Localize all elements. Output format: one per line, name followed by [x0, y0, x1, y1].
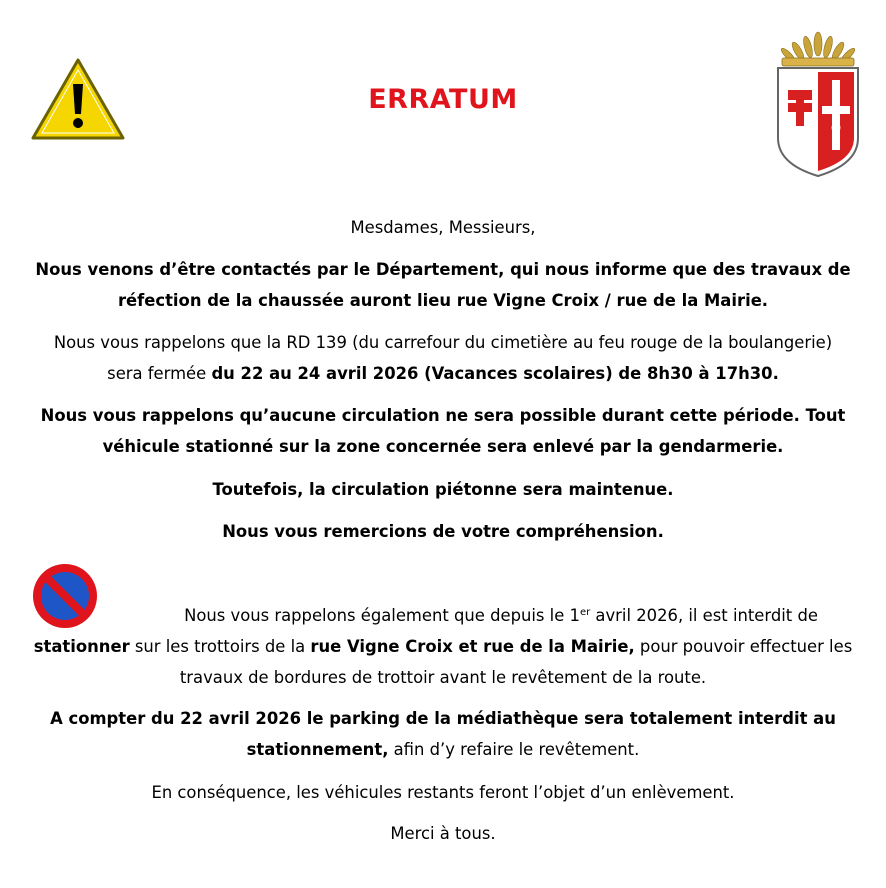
text-segment: avril 2026, il est interdit de — [590, 606, 818, 625]
text-segment: afin d’y refaire le revêtement. — [388, 740, 640, 759]
coat-of-arms-icon — [774, 28, 862, 180]
paragraph-no-traffic — [20, 400, 866, 462]
paragraph-line: Nous venons d’être contactés par le Département, qui nous informe que des travaux de — [35, 260, 851, 279]
closing-thanks: Merci à tous. — [390, 824, 496, 843]
paragraph-line: Nous vous rappelons qu’aucune circulation ne sera possible durant cette période. Tout — [40, 406, 846, 425]
closure-dates: du 22 au 24 avril 2026 (Vacances scolaires) de 8h30 à 17h30. — [211, 364, 779, 383]
paragraph-line — [20, 358, 866, 389]
paragraph-line — [20, 631, 866, 662]
paragraph-line — [20, 734, 866, 765]
page-title: ERRATUM — [368, 84, 518, 115]
paragraph-line: véhicule stationné sur la zone concernée sera enlevé par la gendarmerie. — [102, 437, 784, 456]
text-segment: stationner — [33, 637, 130, 656]
paragraph-line: réfection de la chaussée auront lieu rue Vigne Croix / rue de la Mairie. — [117, 291, 769, 310]
paragraph-parking-ban — [20, 600, 866, 693]
ordinal-superscript: er — [579, 607, 591, 618]
text-segment: rue Vigne Croix et rue de la Mairie, — [310, 637, 635, 656]
paragraph-library-parking — [20, 703, 866, 765]
text-segment: Nous vous rappelons également que depuis le 1 — [184, 606, 580, 625]
paragraph-line: Nous vous rappelons que la RD 139 (du carrefour du cimetière au feu rouge de la boulangerie) — [53, 333, 833, 352]
paragraph-line — [20, 600, 866, 631]
greeting: Mesdames, Messieurs, — [350, 218, 536, 237]
paragraph-pedestrian: Toutefois, la circulation piétonne sera maintenue. — [212, 480, 674, 499]
closure-text: sera fermée — [107, 364, 212, 383]
paragraph-road-closure — [20, 327, 866, 389]
paragraph-line: A compter du 22 avril 2026 le parking de la médiathèque sera totalement interdit au — [50, 709, 836, 728]
paragraph-thanks: Nous vous remercions de votre compréhension. — [222, 522, 664, 541]
paragraph-towing: En conséquence, les véhicules restants feront l’objet d’un enlèvement. — [151, 783, 735, 802]
text-segment: sur les trottoirs de la — [129, 637, 311, 656]
paragraph-line: travaux de bordures de trottoir avant le revêtement de la route. — [179, 668, 707, 687]
text-segment: pour pouvoir effectuer les — [634, 637, 853, 656]
paragraph-department-info — [20, 254, 866, 316]
text-segment: stationnement, — [246, 740, 389, 759]
